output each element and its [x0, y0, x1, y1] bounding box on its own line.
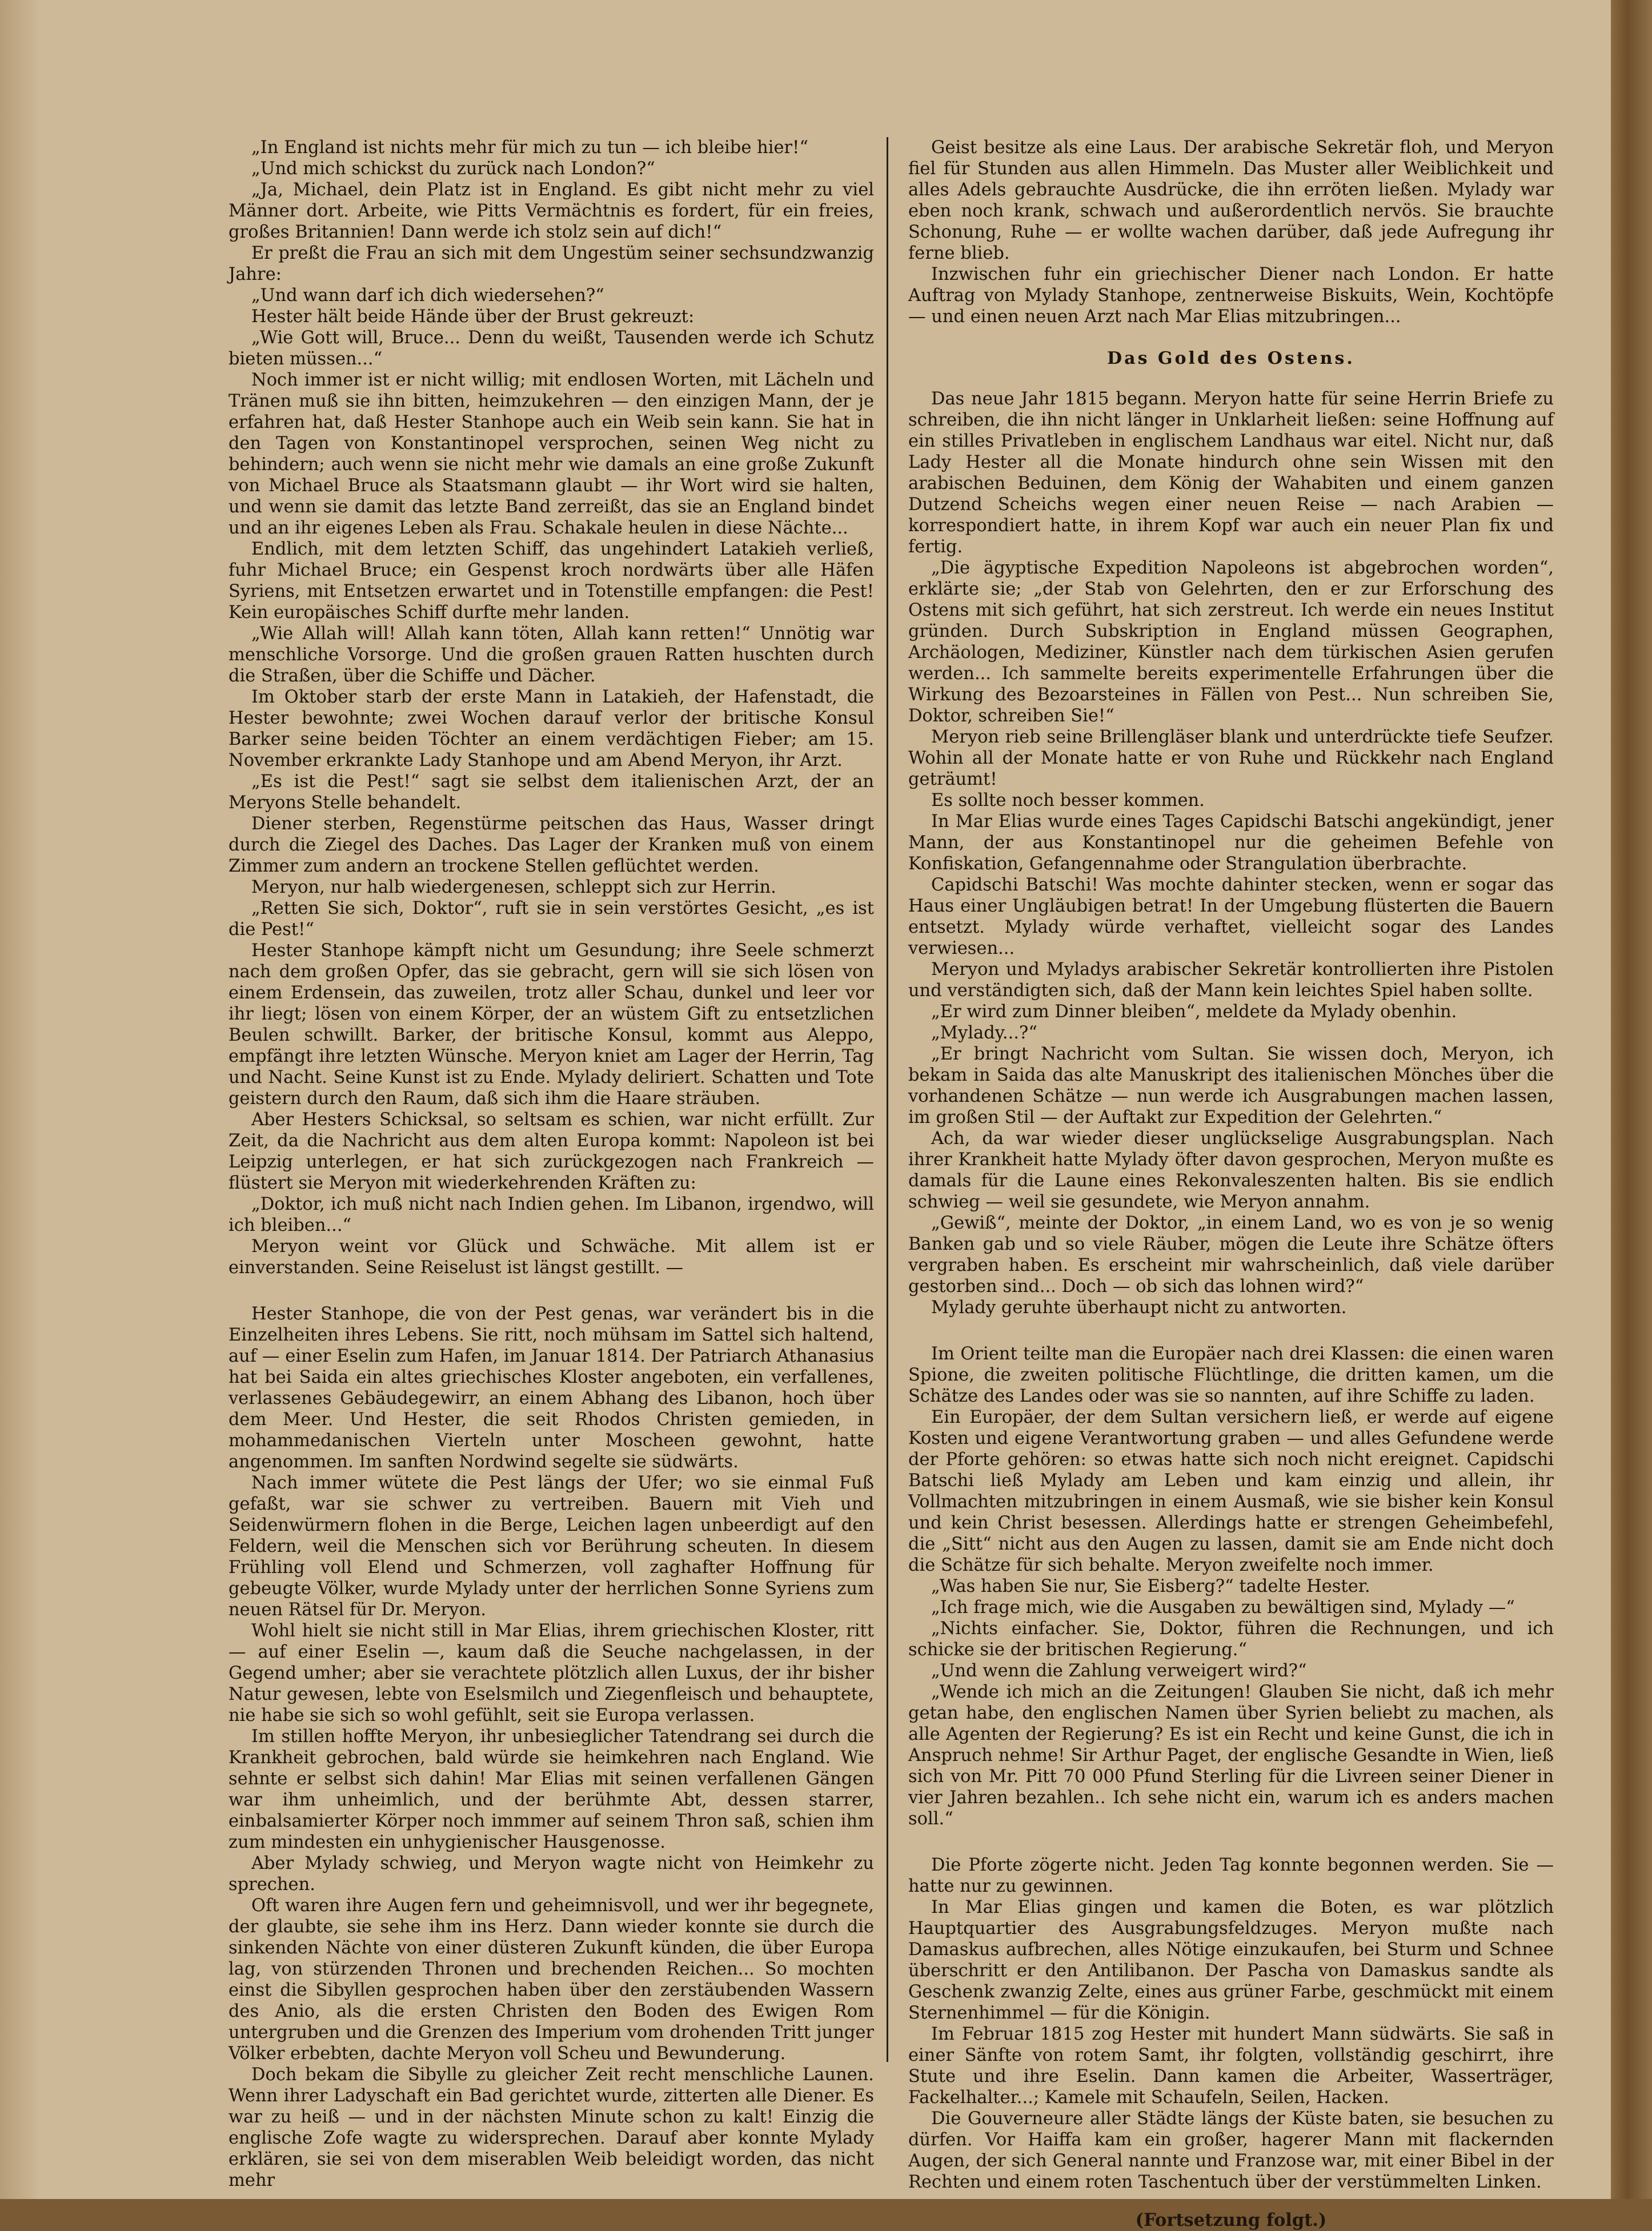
paragraph: „Mylady...?“: [931, 1023, 1037, 1043]
paragraph: „Doktor, ich muß nicht nach Indien gehen. Im Libanon, irgendwo, will ich bleiben...“: [228, 1194, 874, 1235]
paragraph: Aber Hesters Schicksal, so seltsam es schien, war nicht erfüllt. Zur Zeit, da die Nachricht aus dem alten Europa kommt: Napoleon ist bei Leipzig unterlegen, er hat sich zurückgezogen nach Frankreich — flüstert sie Meryon mit wiederkehrenden Kräften zu:: [228, 1110, 874, 1193]
paragraph: „Was haben Sie nur, Sie Eisberg?“ tadelte Hester.: [931, 1576, 1370, 1596]
left-text-column: [228, 137, 874, 2190]
paragraph: Meryon rieb seine Brillengläser blank und unterdrückte tiefe Seufzer. Wohin all der Monate hatte er von Ruhe und Rückkehr nach England geträumt!: [908, 727, 1554, 789]
paragraph: Er preßt die Frau an sich mit dem Ungestüm seiner sechsundzwanzig Jahre:: [228, 243, 874, 284]
paragraph: „In England ist nichts mehr für mich zu tun — ich bleibe hier!“: [251, 138, 808, 158]
paragraph: Meryon weint vor Glück und Schwäche. Mit allem ist er einverstanden. Seine Reiselust ist längst gestillt. —: [228, 1237, 874, 1278]
paragraph: Im Oktober starb der erste Mann in Latakieh, der Hafenstadt, die Hester bewohnte; zwei Wochen darauf verlor der britische Konsul Barker seine beiden Töchter an einem verdächtigen Fieber; am 15. November erkrankte Lady Stanhope und am Abend Meryon, ihr Arzt.: [228, 687, 874, 771]
paragraph: Im Februar 1815 zog Hester mit hundert Mann südwärts. Sie saß in einer Sänfte von rotem Samt, ihr folgten, vollständig geschirrt, ihre Stute und ihre Eselin. Dann kamen die Arbeiter, Wasserträger, Fackelhalter...; Kamele mit Schaufeln, Seilen, Hacken.: [908, 2024, 1554, 2108]
paragraph: „Wie Gott will, Bruce... Denn du weißt, Tausenden werde ich Schutz bieten müssen...“: [228, 328, 874, 369]
paragraph: „Ich frage mich, wie die Ausgaben zu bewältigen sind, Mylady —“: [931, 1598, 1515, 1618]
paragraph: „Und mich schickst du zurück nach London?“: [251, 159, 655, 179]
section-heading: Das Gold des Ostens.: [1107, 348, 1355, 368]
column-divider: [887, 137, 888, 2062]
paragraph: Oft waren ihre Augen fern und geheimnisvoll, und wer ihr begegnete, der glaubte, sie sehe ihm ins Herz. Dann wieder konnte sie durch die sinkenden Nächte von einer düsteren Zukunft künden, die über Europa lag, von stürzenden Thronen und brechenden Reichen... So mochten einst die Sibyllen gesprochen haben über den zerstäubenden Wassern des Anio, als die ersten Christen den Boden des Ewigen Rom untergruben und die Grenzen des Imperium vom drohenden Tritt junger Völker erbebten, dachte Meryon voll Scheu und Bewunderung.: [228, 1896, 874, 2064]
paragraph: Die Pforte zögerte nicht. Jeden Tag konnte begonnen werden. Sie — hatte nur zu gewinnen.: [908, 1855, 1554, 1896]
paragraph: „Wie Allah will! Allah kann töten, Allah kann retten!“ Unnötig war menschliche Vorsorge. Und die großen grauen Ratten huschten durch die Straßen, über die Schiffe und Dächer.: [228, 624, 874, 686]
paragraph: Im Orient teilte man die Europäer nach drei Klassen: die einen waren Spione, die zweiten politische Flüchtlinge, die dritten kamen, um die Schätze des Landes oder was sie so nannten, auf ihre Schiffe zu laden.: [908, 1344, 1554, 1406]
paragraph: Geist besitze als eine Laus. Der arabische Sekretär floh, und Meryon fiel für Stunden aus allen Himmeln. Das Muster aller Weiblichkeit und alles Adels gebrauchte Ausdrücke, die ihn erröten ließen. Mylady war eben noch krank, schwach und außerordentlich nervös. Sie brauchte Schonung, Ruhe — er wollte wachen darüber, daß jede Aufregung ihr ferne blieb.: [908, 138, 1554, 263]
paragraph: „Ja, Michael, dein Platz ist in England. Es gibt nicht mehr zu viel Männer dort. Arbeite, wie Pitts Vermächtnis es fordert, für ein freies, großes Britannien! Dann werde ich stolz sein auf dich!“: [228, 180, 874, 242]
paragraph: Es sollte noch besser kommen.: [931, 791, 1205, 810]
paragraph: Hester Stanhope kämpft nicht um Gesundung; ihre Seele schmerzt nach dem großen Opfer, das sie gebracht, gern will sie sich lösen von einem Erdensein, das zuweilen, trotz aller Schau, dunkel und leer vor ihr liegt; lösen von einem Körper, der an wüstem Gift zu entsetzlichen Beulen schwillt. Barker, der britische Konsul, kommt aus Aleppo, empfängt ihre letzten Wünsche. Meryon kniet am Lager der Herrin, Tag und Nacht. Seine Kunst ist zu Ende. Mylady deliriert. Schatten und Tote geistern durch den Raum, daß sich ihm die Haare sträuben.: [228, 941, 874, 1109]
paragraph: „Die ägyptische Expedition Napoleons ist abgebrochen worden“, erklärte sie; „der Stab von Gelehrten, den er zur Erforschung des Ostens mit sich geführt, hat sich zerstreut. Ich werde ein neues Institut gründen. Durch Subskription in England müssen Geographen, Archäologen, Mediziner, Künstler nach dem türkischen Asien gerufen werden... Ich sammelte bereits experimentelle Erfahrungen über die Wirkung des Bezoarsteines in Fällen von Pest... Nun schreiben Sie, Doktor, schreiben Sie!“: [908, 558, 1554, 726]
adjacent-page-edge: [1611, 0, 1652, 2199]
paragraph: „Er bringt Nachricht vom Sultan. Sie wissen doch, Meryon, ich bekam in Saida das alte Manuskript des italienischen Mönches über die vorhandenen Schätze — nun werde ich Ausgrabungen machen lassen, im großen Stil — der Auftakt zur Expedition der Gelehrten.“: [908, 1044, 1554, 1127]
paragraph: „Retten Sie sich, Doktor“, ruft sie in sein verstörtes Gesicht, „es ist die Pest!“: [228, 898, 874, 940]
paragraph: Die Gouverneure aller Städte längs der Küste baten, sie besuchen zu dürfen. Vor Haiffa kam ein großer, hagerer Mann mit flackernden Augen, der sich General nannte und Franzose war, mit einer Bibel in der Rechten und einem roten Taschentuch über der verstümmelten Linken.: [908, 2109, 1554, 2192]
paragraph: Doch bekam die Sibylle zu gleicher Zeit recht menschliche Launen. Wenn ihrer Ladyschaft ein Bad gerichtet wurde, zitterten alle Diener. Es war zu heiß — und in der nächsten Minute schon zu kalt! Einzig die englische Zofe wagte zu widersprechen. Darauf aber konnte Mylady erklären, sie sei von dem miserablen Weib beleidigt worden, das nicht mehr: [228, 2065, 874, 2190]
paragraph: In Mar Elias wurde eines Tages Capidschi Batschi angekündigt, jener Mann, der aus Konstantinopel nur die geheimen Befehle von Konfiskation, Gefangennahme oder Strangulation überbrachte.: [908, 812, 1554, 874]
paragraph: Wohl hielt sie nicht still in Mar Elias, ihrem griechischen Kloster, ritt — auf einer Eselin —, kaum daß die Seuche nachgelassen, in der Gegend umher; aber sie verachtete plötzlich allen Luxus, der ihr bisher Natur gewesen, lebte von Eselsmilch und Ziegenfleisch und behauptete, nie habe sie sich so wohl gefühlt, seit sie Europa verlassen.: [228, 1621, 874, 1726]
continuation-note: (Fortsetzung folgt.): [1135, 2210, 1327, 2230]
paragraph: Hester hält beide Hände über der Brust gekreuzt:: [251, 307, 695, 327]
paragraph: Capidschi Batschi! Was mochte dahinter stecken, wenn er sogar das Haus einer Ungläubigen betrat! In der Umgebung flüsterten die Bauern entsetzt. Mylady würde verhaftet, vielleicht sogar des Landes verwiesen...: [908, 875, 1554, 958]
paragraph: Ein Europäer, der dem Sultan versichern ließ, er werde auf eigene Kosten und eigene Verantwortung graben — und alles Gefundene werde der Pforte gehören: so etwas hatte sich noch nicht ereignet. Capidschi Batschi ließ Mylady am Leben und kam einzig und allein, ihr Vollmachten mitzubringen in einem Ausmaß, wie sie bisher kein Konsul und kein Christ besessen. Allerdings hatte er strengen Geheimbefehl, die „Sitt“ nicht aus den Augen zu lassen, damit sie am Ende nicht doch die Schätze für sich behalte. Meryon zweifelte noch immer.: [908, 1407, 1554, 1575]
paragraph: „Und wann darf ich dich wiedersehen?“: [251, 286, 604, 306]
paragraph: Aber Mylady schwieg, und Meryon wagte nicht von Heimkehr zu sprechen.: [228, 1853, 874, 1895]
paragraph: Endlich, mit dem letzten Schiff, das ungehindert Latakieh verließ, fuhr Michael Bruce; ein Gespenst kroch nordwärts über alle Häfen Syriens, mit Entsetzen erwartet und in Totenstille empfangen: die Pest! Kein europäisches Schiff durfte mehr landen.: [228, 539, 874, 623]
paragraph: „Und wenn die Zahlung verweigert wird?“: [931, 1661, 1307, 1681]
paragraph: Ach, da war wieder dieser unglückselige Ausgrabungsplan. Nach ihrer Krankheit hatte Mylady öfter davon gesprochen, Meryon mußte es damals für die Laune eines Rekonvaleszenten halten. Bis sie endlich schwieg — weil sie gesundete, wie Meryon annahm.: [908, 1129, 1554, 1212]
paragraph: „Nichts einfacher. Sie, Doktor, führen die Rechnungen, und ich schicke sie der britischen Regierung.“: [908, 1619, 1554, 1660]
paragraph: Noch immer ist er nicht willig; mit endlosen Worten, mit Lächeln und Tränen muß sie ihn bitten, heimzukehren — den einzigen Mann, der je erfahren hat, daß Hester Stanhope auch ein Weib sein kann. Sie hat in den Tagen von Konstantinopel versprochen, seinen Weg nicht zu behindern; auch wenn sie nicht mehr wie damals an eine große Zukunft von Michael Bruce als Staatsmann glaubt — ihr Wort wird sie halten, und wenn sie damit das letzte Band zerreißt, das sie an England bindet und an ihr eigenes Leben als Frau. Schakale heulen in diese Nächte...: [228, 370, 874, 538]
paragraph: „Gewiß“, meinte der Doktor, „in einem Land, wo es von je so wenig Banken gab und so viele Räuber, mögen die Leute ihre Schätze öfters vergraben haben. Es erscheint mir wahrscheinlich, daß viele darüber gestorben sind... Doch — ob sich das lohnen wird?“: [908, 1213, 1554, 1297]
paragraph: „Wende ich mich an die Zeitungen! Glauben Sie nicht, daß ich mehr getan habe, den englischen Namen über Syrien beliebt zu machen, als alle Agenten der Regierung? Es ist ein Recht und keine Gunst, die ich in Anspruch nehme! Sir Arthur Paget, der englische Gesandte in Wien, ließ sich von Mr. Pitt 70 000 Pfund Sterling für die Livreen seiner Diener in vier Jahren bezahlen.. Ich sehe nicht ein, warum ich es anders machen soll.“: [908, 1682, 1554, 1829]
paragraph: Inzwischen fuhr ein griechischer Diener nach London. Er hatte Auftrag von Mylady Stanhope, zentnerweise Biskuits, Wein, Kochtöpfe — und einen neuen Arzt nach Mar Elias mitzubringen...: [908, 264, 1554, 327]
right-text-column: [908, 137, 1554, 2230]
paragraph: Das neue Jahr 1815 begann. Meryon hatte für seine Herrin Briefe zu schreiben, die ihn nicht länger in Unklarheit ließen: seine Hoffnung auf ein stilles Privatleben in englischem Landhaus war eitel. Nicht nur, daß Lady Hester all die Monate hindurch ohne sein Wissen mit den arabischen Beduinen, dem König der Wahabiten und einem ganzen Dutzend Scheichs wegen einer neuen Reise — nach Arabien — korrespondiert hatte, in ihrem Kopf war auch ein neuer Plan fix und fertig.: [908, 389, 1554, 557]
paragraph: Diener sterben, Regenstürme peitschen das Haus, Wasser dringt durch die Ziegel des Daches. Das Lager der Kranken muß von einem Zimmer zum andern an trockene Stellen geflüchtet werden.: [228, 814, 874, 876]
paragraph: „Er wird zum Dinner bleiben“, meldete da Mylady obenhin.: [931, 1002, 1457, 1022]
paragraph: „Es ist die Pest!“ sagt sie selbst dem italienischen Arzt, der an Meryons Stelle behandelt.: [228, 772, 874, 813]
paragraph: Meryon, nur halb wiedergenesen, schleppt sich zur Herrin.: [251, 877, 776, 897]
paragraph: In Mar Elias gingen und kamen die Boten, es war plötzlich Hauptquartier des Ausgrabungsfeldzuges. Meryon mußte nach Damaskus aufbrechen, alles Nötige einzukaufen, bei Sturm und Schnee überschritt er den Antilibanon. Der Pascha von Damaskus sandte als Geschenk zwanzig Zelte, eines aus grüner Farbe, geschmückt mit einem Sternenhimmel — für die Königin.: [908, 1897, 1554, 2023]
paragraph: Im stillen hoffte Meryon, ihr unbesieglicher Tatendrang sei durch die Krankheit gebrochen, bald würde sie heimkehren nach England. Wie sehnte er selbst sich dahin! Mar Elias mit seinen verfallenen Gängen war ihm unheimlich, und der berühmte Abt, dessen starrer, einbalsamierter Körper noch immmer auf seinem Thron saß, schien ihm zum mindesten ein unhygienischer Hausgenosse.: [228, 1727, 874, 1852]
paragraph: Meryon und Myladys arabischer Sekretär kontrollierten ihre Pistolen und verständigten sich, daß der Mann kein leichtes Spiel haben sollte.: [908, 960, 1554, 1001]
paragraph: Hester Stanhope, die von der Pest genas, war verändert bis in die Einzelheiten ihres Lebens. Sie ritt, noch mühsam im Sattel sich haltend, auf — einer Eselin zum Hafen, im Januar 1814. Der Patriarch Athanasius hat bei Saida ein altes griechisches Kloster angeboten, ein verfallenes, verlassenes Gebäudegewirr, an einem Abhang des Libanon, hoch über dem Meer. Und Hester, die seit Rhodos Christen gemieden, in mohammedanischen Vierteln unter Moscheen gewohnt, hatte angenommen. Im sanften Nordwind segelte sie südwärts.: [228, 1304, 874, 1472]
paragraph: Nach immer wütete die Pest längs der Ufer; wo sie einmal Fuß gefaßt, war sie schwer zu vertreiben. Bauern mit Vieh und Seidenwürmern flohen in die Berge, Leichen lagen unbeerdigt auf den Feldern, weil die Menschen sich vor Berührung scheuten. In diesem Frühling voll Elend und Schmerzen, voll zaghafter Hoffnung für gebeugte Völker, wurde Mylady unter der herrlichen Sonne Syriens zum neuen Rätsel für Dr. Meryon.: [228, 1473, 874, 1620]
paragraph: Mylady geruhte überhaupt nicht zu antworten.: [931, 1298, 1347, 1318]
